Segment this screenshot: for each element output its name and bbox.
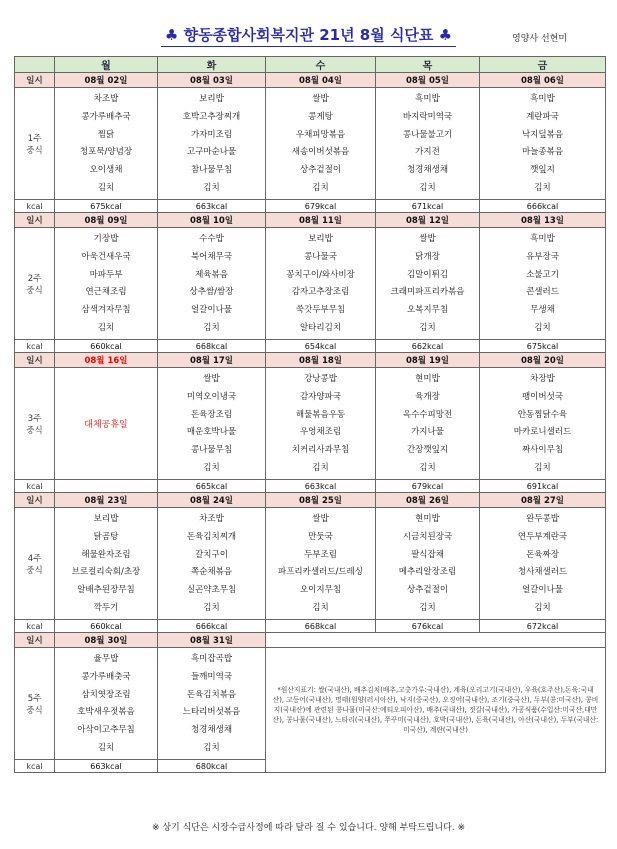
date-row-label: 일시 [15,633,55,648]
dish-item: 무생채 [530,304,555,315]
dish-item: 김치 [203,462,220,473]
dish-item: 깍두기 [93,602,119,613]
menu-cell [480,368,606,480]
dish-list [376,511,479,617]
dish-item: 김치 [312,182,329,193]
menu-cell [158,228,266,340]
dish-item: 알타리김치 [299,322,342,333]
date-cell: 08월 30일 [55,633,158,648]
kcal-label: kcal [15,200,55,213]
menu-row [15,228,606,340]
dish-item: 차장밥 [530,374,555,385]
dish-item: 만둣국 [308,531,333,542]
dish-item: 김치 [312,462,329,473]
menu-row [15,648,606,760]
week-label-line: 중식 [26,285,43,296]
dish-item: 오복지무침 [406,304,449,315]
dish-item: 실곤약초무침 [186,584,237,595]
week-label [15,508,55,620]
dish-item: 김치 [312,602,329,613]
dish-item: 보리밥 [93,514,119,525]
dish-item: 쌀밥 [312,514,329,525]
dish-item: 청포묵/양념장 [79,147,133,158]
date-cell: 08월 26일 [376,493,480,508]
menu-cell [376,508,480,620]
dish-item: 김치 [97,182,115,193]
menu-cell [55,228,158,340]
dish-item: 해물완자조림 [81,549,131,560]
dish-item: 돈육김치찌개 [186,531,237,542]
dish-list [376,231,479,337]
kcal-cell: 660kcal [55,620,158,633]
dish-item: 간장깻잎지 [406,444,449,455]
dish-list [158,231,265,337]
week-label [15,368,55,480]
dish-item: 김치 [419,602,436,613]
dish-item: 흑미잡곡밥 [190,654,233,665]
menu-cell [266,88,376,200]
author-credit: 영양사 선현미 [512,34,568,44]
date-row-label: 일시 [15,353,55,368]
dish-item: 시금치된장국 [402,531,453,542]
dish-item: 고구마순나물 [186,147,237,158]
kcal-cell: 662kcal [376,340,480,353]
dish-list [480,91,605,197]
dish-item: 완두콩밥 [526,514,559,525]
dish-item: 흑미밥 [530,234,555,245]
menu-cell [266,508,376,620]
menu-row [15,88,606,200]
dish-item: 김치 [97,742,115,753]
dish-list [158,511,265,617]
date-cell: 08월 06일 [480,73,606,88]
weekday-header-row [15,57,606,73]
kcal-cell [55,480,158,493]
dish-item: 바지락미역국 [402,111,453,122]
dish-item: 닭개장 [415,251,440,262]
kcal-label: kcal [15,340,55,353]
menu-cell [376,88,480,200]
dish-item: 오이지무침 [299,584,342,595]
kcal-cell: 679kcal [376,480,480,493]
dish-item: 얼갈이나물 [521,584,564,595]
date-cell: 08월 12일 [376,213,480,228]
dish-list [266,371,375,477]
kcal-row [15,620,606,633]
kcal-label: kcal [15,620,55,633]
dish-item: 마늘종볶음 [521,147,564,158]
week-label-line: 4주 [27,553,42,564]
dish-item: 청경채생채 [406,164,449,175]
dish-item: 콩나물불고기 [402,129,453,140]
dish-item: 청경채생채 [190,724,233,735]
dish-item: 미역오이냉국 [186,391,237,402]
date-row-label: 일시 [15,213,55,228]
date-cell: 08월 10일 [158,213,266,228]
dish-list [266,231,375,337]
dish-item: 쑥갓두부무침 [295,304,346,315]
dish-item: 우엉채조림 [299,427,342,438]
dish-item: 현미밥 [415,514,440,525]
date-cell: 08월 18일 [266,353,376,368]
menu-cell [480,88,606,200]
dish-item: 매운호박나물 [186,427,237,438]
dish-item: 쌀밥 [312,94,329,105]
dish-list [55,91,157,197]
dish-item: 현미밥 [415,374,440,385]
dish-item: 메추리알장조림 [398,567,457,578]
dish-list [158,371,265,477]
meal-table [14,56,606,773]
kcal-cell: 668kcal [158,340,266,353]
dish-item: 가지전 [415,147,440,158]
dish-item: 크래미파프리카볶음 [390,287,465,298]
dish-item: 아삭이고추무침 [77,724,135,735]
kcal-cell: 665kcal [158,480,266,493]
date-cell: 08월 20일 [480,353,606,368]
week-label-line: 중식 [26,425,43,436]
dish-item: 감자고추장조림 [291,287,350,298]
dish-item: 새송이버섯볶음 [291,147,350,158]
week-label-line: 2주 [27,273,42,284]
dish-item: 김말이튀김 [406,269,449,280]
dish-item: 브로컬리숙회/초장 [71,567,141,578]
dish-list [266,91,375,197]
kcal-row [15,340,606,353]
kcal-row [15,200,606,213]
menu-cell [158,648,266,760]
weekday-header: 금 [480,57,606,73]
dish-item: 알배추된장무침 [77,584,135,595]
date-row [15,73,606,88]
date-cell: 08월 13일 [480,213,606,228]
dish-item: 김치 [419,322,436,333]
week-label [15,648,55,760]
date-cell: 08월 04일 [266,73,376,88]
dish-item: 삼색겨자무침 [81,304,131,315]
menu-cell [480,228,606,340]
menu-row [15,368,606,480]
date-cell: 08월 25일 [266,493,376,508]
dish-item: 옥수수피망전 [402,409,453,420]
kcal-cell: 680kcal [158,760,266,773]
dish-item: 돈육장조림 [190,409,233,420]
menu-cell [55,368,158,480]
dish-item: 아욱건새우국 [81,251,131,262]
dish-item: 가자미조림 [190,129,233,140]
dish-item: 김치 [203,322,220,333]
kcal-cell: 676kcal [376,620,480,633]
dish-item: 차조밥 [199,514,224,525]
kcal-label: kcal [15,480,55,493]
dish-item: 두부조림 [304,549,337,560]
dish-item: 콩가루배추국 [81,111,131,122]
menu-cell [55,648,158,760]
date-row [15,353,606,368]
date-cell: 08월 09일 [55,213,158,228]
kcal-cell: 663kcal [158,200,266,213]
dish-item: 김치 [419,182,436,193]
dish-item: 갈치구이 [195,549,228,560]
dish-item: 파프리카샐러드/드레싱 [278,567,363,578]
dish-item: 흑미밥 [415,94,440,105]
week-label-line: 1주 [27,133,42,144]
week-label [15,228,55,340]
dish-item: 느타리버섯볶음 [182,707,241,718]
dish-item: 김치 [534,182,551,193]
dish-item: 청사채샐러드 [517,567,568,578]
dish-list [480,511,605,617]
dish-item: 김치 [203,182,220,193]
menu-cell [376,228,480,340]
dish-item: 쪽순채볶음 [190,567,233,578]
weekday-header: 목 [376,57,480,73]
dish-item: 해물볶음우동 [295,409,346,420]
page-title: ♣ 향동종합사회복지관 21년 8월 식단표 ♣ [0,24,617,47]
date-row [15,493,606,508]
dish-item: 돈육짜장 [526,549,559,560]
dish-list [158,651,265,757]
dish-item: 돈육김치볶음 [186,689,237,700]
dish-item: 낙지덮볶음 [521,129,564,140]
footer-note: ※ 상기 식단은 시장수급사정에 따라 달라 질 수 있습니다. 양해 부탁드립니다. ※ [151,823,466,833]
date-cell: 08월 05일 [376,73,480,88]
weekday-header-blank [15,57,55,73]
dish-item: 연근채조림 [85,287,127,298]
dish-item: 닭곰탕 [93,531,119,542]
kcal-cell: 671kcal [376,200,480,213]
dish-item: 김치 [534,602,551,613]
dish-item: 팽이버섯국 [521,391,564,402]
dish-item: 김치 [203,602,220,613]
date-row-label: 일시 [15,73,55,88]
dish-item: 북어채무국 [190,251,233,262]
dish-item: 안동찜닭수육 [517,409,568,420]
dish-item: 김치 [203,742,220,753]
dish-item: 콩게탕 [308,111,333,122]
menu-cell [55,88,158,200]
dish-item: 콘샐러드 [526,287,559,298]
holiday-label: 대체공휴일 [84,420,128,430]
dish-item: 찜닭 [97,129,115,140]
dish-item: 꽁치구이/와사비장 [286,269,355,280]
menu-cell [158,368,266,480]
date-cell: 08월 31일 [158,633,266,648]
menu-cell [266,368,376,480]
menu-row [15,508,606,620]
kcal-cell: 691kcal [480,480,606,493]
week-label-line: 3주 [27,413,42,424]
kcal-cell: 679kcal [266,200,376,213]
date-cell: 08월 16일 [55,353,158,368]
dish-item: 보리밥 [308,234,333,245]
dish-item: 상추겉절이 [406,584,449,595]
dish-item: 팔식잡채 [411,549,444,560]
dish-item: 김치 [419,462,436,473]
dish-item: 얼갈이나물 [190,304,233,315]
date-cell: 08월 17일 [158,353,266,368]
date-cell: 08월 24일 [158,493,266,508]
dish-item: 깻잎지 [530,164,555,175]
week-label-line: 중식 [26,565,43,576]
week-label-line: 중식 [26,705,43,716]
kcal-cell: 663kcal [55,760,158,773]
dish-list [55,511,157,617]
dish-list [376,371,479,477]
dish-item: 가지나물 [411,427,444,438]
dish-item: 마파두부 [89,269,123,280]
dish-item: 오이생채 [89,164,123,175]
dish-item: 참나물무침 [190,164,233,175]
date-cell: 08월 02일 [55,73,158,88]
dish-item: 연두부계란국 [517,531,568,542]
dish-item: 소불고기 [526,269,559,280]
dish-item: 콩가루배춧국 [81,671,131,682]
dish-list [55,651,157,757]
dish-item: 콩나물무침 [190,444,233,455]
weekday-header: 화 [158,57,266,73]
dish-item: 김치 [534,322,551,333]
menu-cell [376,368,480,480]
dish-list [480,371,605,477]
dish-item: 상추쌈/쌈장 [189,287,234,298]
kcal-cell: 660kcal [55,340,158,353]
kcal-cell: 668kcal [266,620,376,633]
kcal-row [15,480,606,493]
dish-item: 들깨미역국 [190,671,233,682]
week-label-line: 5주 [27,693,42,704]
date-cell: 08월 19일 [376,353,480,368]
kcal-cell: 672kcal [480,620,606,633]
kcal-cell: 654kcal [266,340,376,353]
date-cell: 08월 23일 [55,493,158,508]
dish-item: 콩나물국 [304,251,337,262]
dish-item: 김치 [534,462,551,473]
kcal-cell: 675kcal [55,200,158,213]
dish-item: 제육볶음 [195,269,228,280]
dish-item: 짜사이무침 [521,444,564,455]
dish-item: 호박새우젓볶음 [77,707,135,718]
dish-item: 쌀밥 [419,234,436,245]
dish-item: 수수밥 [199,234,224,245]
date-cell: 08월 27일 [480,493,606,508]
dish-item: 삼치엿장조림 [81,689,131,700]
date-cell: 08월 03일 [158,73,266,88]
dish-item: 유부장국 [526,251,559,262]
week-label [15,88,55,200]
weekday-header: 월 [55,57,158,73]
kcal-cell: 666kcal [158,620,266,633]
dish-item: 육개장 [415,391,440,402]
menu-cell [55,508,158,620]
dish-item: 상추겉절이 [299,164,342,175]
dish-item: 계란파국 [526,111,559,122]
week-label-line: 중식 [26,145,43,156]
dish-item: 쌀밥 [203,374,220,385]
kcal-cell: 663kcal [266,480,376,493]
dish-list [158,91,265,197]
dish-item: 차조밥 [93,94,119,105]
date-row [15,213,606,228]
date-row-label: 일시 [15,493,55,508]
menu-cell [480,508,606,620]
weekday-header: 수 [266,57,376,73]
kcal-label: kcal [15,760,55,773]
date-cell: 08월 11일 [266,213,376,228]
dish-item: 김치 [97,322,115,333]
dish-item: 감자양파국 [299,391,342,402]
origin-notes: *원산지표기: 쌀(국내산), 배추김치(배추,고춧가루:국내산), 계육(오리고기(국내산), 우육(호주산),돈육:국내산), 고등어(국내산), 명태(원양(러시아산), 낙지(중국산), 오징어(국내산), 조기(중국산), 두부(콩:미국산), 콩비지(국내산)에 관련된 콩나물(미국산:에티오피아산), 배추(국내산), 젓갈(국내산), 가공식품(수입산:미국산,대만산), 콩나물(국내산), 느타리(국내산), 쭈꾸미(국내산), 호박(국내산), 돈육(국내산), 아산(국내산), 두부(국내산:미국산), 계란(국내산) [266,648,606,773]
dish-item: 율무밥 [93,654,119,665]
dish-item: 보리밥 [199,94,224,105]
menu-cell [266,228,376,340]
dish-item: 치커리사과무침 [291,444,350,455]
kcal-cell: 666kcal [480,200,606,213]
dish-list [266,511,375,617]
dish-item: 우채피망볶음 [295,129,346,140]
dish-list [376,91,479,197]
kcal-cell: 675kcal [480,340,606,353]
date-row [15,633,606,648]
dish-item: 기장밥 [93,234,119,245]
dish-item: 강낭콩밥 [304,374,337,385]
dish-item: 호박고추장찌개 [182,111,241,122]
dish-list [55,231,157,337]
dish-list [480,231,605,337]
dish-item: 마카로니샐러드 [513,427,572,438]
menu-cell [158,88,266,200]
date-cell-empty [266,633,606,648]
menu-cell [158,508,266,620]
dish-item: 흑미밥 [530,94,555,105]
